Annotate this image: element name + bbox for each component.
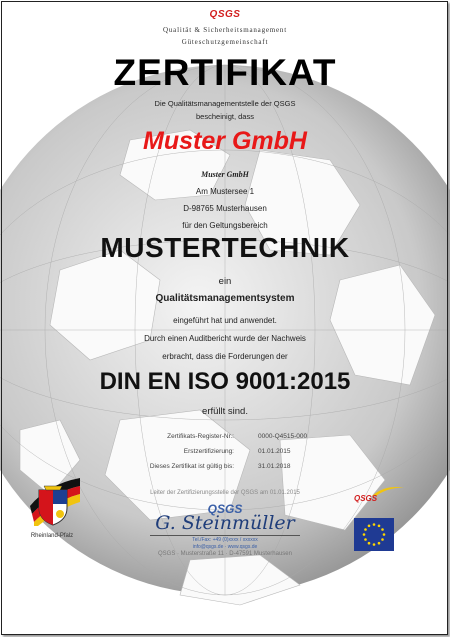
body-line-1: ein bbox=[218, 276, 232, 287]
scope-intro: für den Geltungsbereich bbox=[182, 221, 268, 230]
certificate-title: ZERTIFIKAT bbox=[113, 52, 337, 93]
signature-line bbox=[150, 535, 300, 536]
signature: G. Steinmüller bbox=[155, 512, 295, 534]
detail-label-valid: Dieses Zertifikat ist gültig bis: bbox=[149, 463, 234, 470]
body-line-2: Qualitätsmanagementsystem bbox=[155, 293, 295, 304]
seal-caption: Rheinland-Pfalz bbox=[30, 533, 74, 539]
scope-title: MUSTERTECHNIK bbox=[100, 232, 350, 263]
address-city: D-98765 Musterhausen bbox=[183, 204, 267, 213]
detail-value-register: 0000-Q4515-000 bbox=[258, 433, 308, 440]
header-subtitle-2: Güteschutzgemeinschaft bbox=[181, 38, 269, 46]
address-street: Am Mustersee 1 bbox=[195, 187, 255, 196]
eu-flag-icon bbox=[354, 518, 394, 551]
intro-line-2: bescheinigt, dass bbox=[196, 112, 254, 121]
body-line-5: erbracht, dass die Forderungen der bbox=[162, 352, 288, 361]
detail-label-register: Zertifikats-Register-Nr.: bbox=[167, 433, 234, 440]
issuer-line: Leiter der Zertifizierungsstelle der QSGS am 01.01.2015 bbox=[150, 490, 300, 496]
standard-title: DIN EN ISO 9001:2015 bbox=[99, 368, 351, 395]
coat-of-arms-icon bbox=[36, 484, 70, 526]
detail-label-first: Erstzertifizierung: bbox=[183, 448, 234, 455]
header-subtitle-1: Qualität & Sicherheitsmanagement bbox=[163, 26, 287, 34]
intro-line-1: Die Qualitätsmanagementstelle der QSGS bbox=[154, 99, 296, 108]
detail-value-valid: 31.01.2018 bbox=[258, 463, 291, 470]
qsgs-logo-top: QSGS bbox=[209, 9, 241, 20]
body-line-3: eingeführt hat und anwendet. bbox=[173, 316, 277, 325]
company-name: Muster GmbH bbox=[143, 127, 307, 155]
body-line-4: Durch einen Auditbericht wurde der Nachweis bbox=[144, 334, 306, 343]
footer-address: QSGS · Musterstraße 11 · D-47591 Musterhausen bbox=[158, 551, 292, 557]
qsgs-logo-right: QSGS bbox=[354, 494, 378, 503]
qsgs-label-signature: QSGS bbox=[207, 502, 243, 516]
fulfilled-text: erfüllt sind. bbox=[202, 406, 248, 417]
address-name: Muster GmbH bbox=[201, 170, 249, 179]
contact-line-2: info@qsgs.de · www.qsgs.de bbox=[192, 544, 258, 550]
detail-value-first: 01.01.2015 bbox=[258, 448, 291, 455]
contact-line-1: Tel./Fax: +49 (0)xxxx / xxxxxx bbox=[192, 537, 258, 543]
